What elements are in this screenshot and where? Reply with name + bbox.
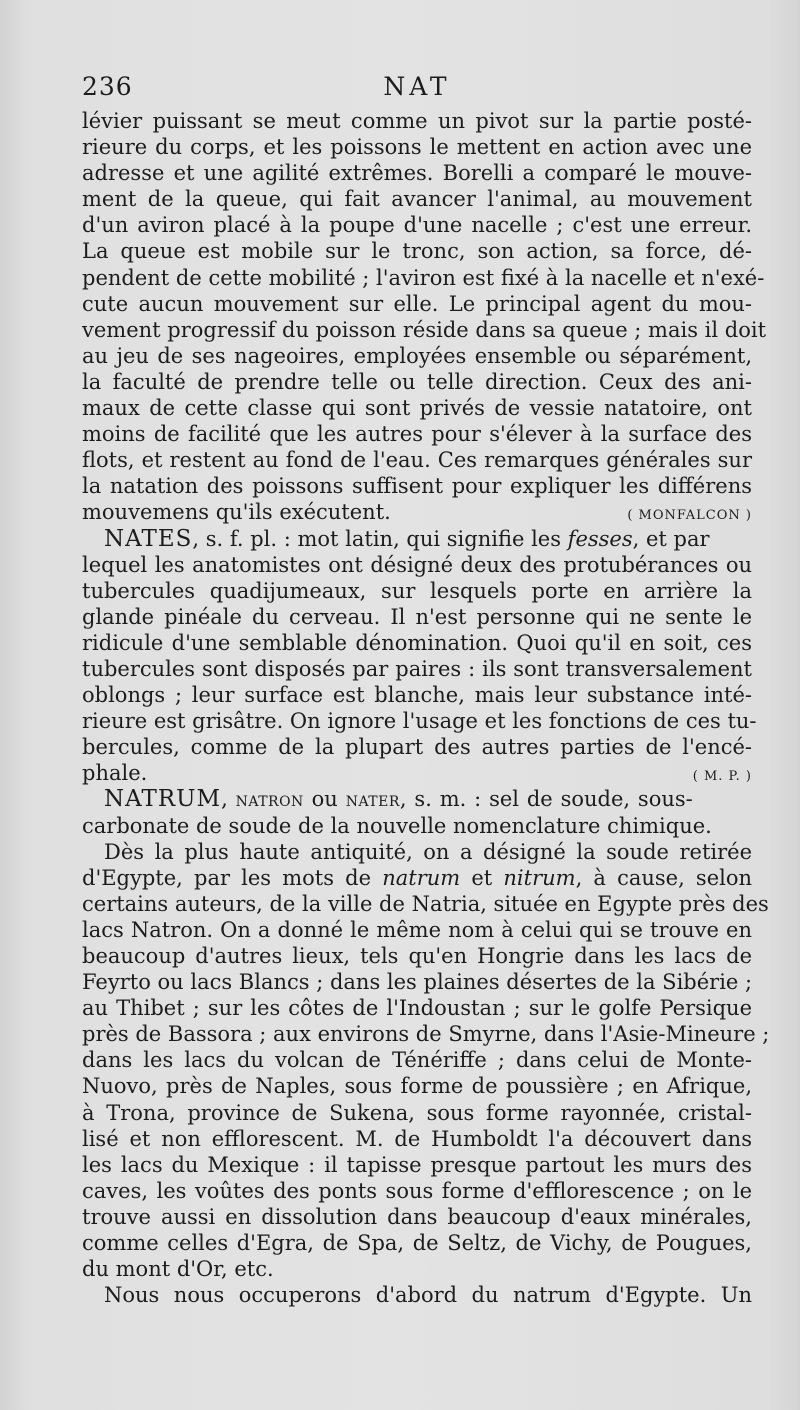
text-segment: , à cause, selon bbox=[575, 865, 753, 890]
text-line: dans les lacs du volcan de Ténériffe ; dans celui de Monte- bbox=[82, 1048, 752, 1073]
text-line: La queue est mobile sur le tronc, son action, sa force, dé- bbox=[82, 239, 752, 264]
text-line: moins de facilité que les autres pour s'élever à la surface des bbox=[82, 422, 752, 447]
text-segment: et bbox=[460, 865, 504, 890]
text-line: la natation des poissons suffisent pour expliquer les différens bbox=[82, 474, 752, 499]
text-line: rieure est grisâtre. On ignore l'usage et les fonctions de ces tu- bbox=[82, 709, 757, 734]
text-line: la faculté de prendre telle ou telle direction. Ceux des ani- bbox=[82, 369, 752, 394]
text-line: Nous nous occuperons d'abord du natrum d'Egypte. Un bbox=[104, 1283, 752, 1308]
text-line: certains auteurs, de la ville de Natria, située en Egypte près des bbox=[82, 891, 769, 916]
text-line: vement progressif du poisson réside dans sa queue ; mais il doit bbox=[82, 317, 767, 342]
author-signature: ( M. P. ) bbox=[692, 769, 752, 785]
entry-definition-start: , s. m. : sel de soude, sous- bbox=[399, 787, 693, 812]
text-line: trouve aussi en dissolution dans beaucoup d'eaux minérales, bbox=[82, 1204, 752, 1229]
text-line: au jeu de ses nageoires, employées ensemble ou séparément, bbox=[82, 343, 752, 368]
text-line: tubercules quadijumeaux, sur lesquels porte en arrière la bbox=[82, 578, 752, 603]
text-line: flots, et restent au fond de l'eau. Ces remarques générales sur bbox=[82, 448, 752, 473]
text-line: glande pinéale du cerveau. Il n'est personne qui ne sente le bbox=[82, 604, 752, 629]
text-line-content: phale. bbox=[82, 761, 148, 786]
text-line: les lacs du Mexique : il tapisse presque partout les murs des bbox=[82, 1152, 752, 1177]
text-line: pendent de cette mobilité ; l'aviron est fixé à la nacelle et n'exé- bbox=[82, 265, 765, 290]
text-line: Dès la plus haute antiquité, on a désigné la soude retirée bbox=[104, 839, 752, 864]
entry-nates-first-line bbox=[82, 526, 752, 552]
text-line: adresse et une agilité extrêmes. Borelli a comparé le mouve- bbox=[82, 161, 752, 186]
entry-definition-cont: , et par bbox=[632, 526, 710, 551]
text-line: tubercules sont disposés par paires : ils sont transversalement bbox=[82, 656, 752, 681]
text-line-with-signature bbox=[82, 499, 752, 525]
small-caps-term: NATER bbox=[345, 794, 400, 811]
conjunction: ou bbox=[303, 787, 346, 812]
text-line: au Thibet ; sur les côtes de l'Indoustan ; sur le golfe Persique bbox=[82, 996, 752, 1021]
italic-term: nitrum bbox=[503, 865, 576, 890]
text-line: à Trona, province de Sukena, sous forme rayonnée, cristal- bbox=[82, 1100, 752, 1125]
entry-headword: NATRUM bbox=[104, 786, 222, 813]
text-line: ment de la queue, qui fait avancer l'animal, au mouvement bbox=[82, 187, 752, 212]
text-line: d'un aviron placé à la poupe d'une nacelle ; c'est une erreur. bbox=[82, 213, 752, 238]
text-line: beaucoup d'autres lieux, tels qu'en Hongrie dans les lacs de bbox=[82, 944, 752, 968]
text-line: comme celles d'Egra, de Spa, de Seltz, de Vichy, de Pougues, bbox=[82, 1231, 752, 1256]
text-line: rieure du corps, et les poissons le mettent en action avec une bbox=[82, 135, 752, 160]
text-line: oblongs ; leur surface est blanche, mais leur substance inté- bbox=[82, 683, 752, 708]
text-line: lisé et non efflorescent. M. de Humboldt l'a découvert dans bbox=[82, 1126, 752, 1151]
text-line-mixed bbox=[82, 865, 752, 891]
text-line: cute aucun mouvement sur elle. Le principal agent du mou- bbox=[82, 291, 752, 316]
text-line: lequel les anatomistes ont désigné deux des protubérances ou bbox=[82, 552, 752, 577]
page-number: 236 bbox=[82, 72, 133, 101]
italic-term: natrum bbox=[382, 865, 461, 890]
text-line: lacs Natron. On a donné le même nom à celui qui se trouve en bbox=[82, 917, 752, 942]
text-line-with-signature bbox=[82, 760, 752, 786]
text-line: bercules, comme de la plupart des autres parties de l'encé- bbox=[82, 735, 752, 760]
text-line: maux de cette classe qui sont privés de vessie natatoire, ont bbox=[82, 396, 752, 421]
author-signature: ( MONFALCON ) bbox=[627, 508, 752, 524]
entry-definition-start: , s. f. pl. : mot latin, qui signifie les bbox=[192, 526, 568, 551]
entry-natrum-first-line: NATRUM, NATRON ou NATER, s. m. : sel de soude, sous- bbox=[104, 786, 693, 813]
text-line: caves, les voûtes des ponts sous forme d'efflorescence ; on le bbox=[82, 1178, 752, 1203]
text-line: du mont d'Or, etc. bbox=[82, 1257, 274, 1282]
page-header bbox=[82, 72, 752, 108]
text-line: carbonate de soude de la nouvelle nomenclature chimique. bbox=[82, 813, 712, 838]
text-segment: d'Egypte, par les mots de bbox=[82, 865, 383, 890]
entry-headword: NATES bbox=[104, 525, 193, 552]
page-body bbox=[82, 108, 770, 1308]
text-line: Nuovo, près de Naples, sous forme de poussière ; en Afrique, bbox=[82, 1074, 752, 1099]
text-line-content: mouvemens qu'ils exécutent. bbox=[82, 500, 391, 525]
text-line: ridicule d'une semblable dénomination. Quoi qu'il en soit, ces bbox=[82, 630, 752, 655]
small-caps-term: NATRON bbox=[235, 794, 304, 811]
text-line: lévier puissant se meut comme un pivot sur la partie posté- bbox=[82, 109, 752, 133]
italic-term: fesses bbox=[567, 526, 633, 551]
text-line: Feyrto ou lacs Blancs ; dans les plaines désertes de la Sibérie ; bbox=[82, 970, 753, 995]
running-head: NAT bbox=[383, 72, 451, 101]
text-line: près de Bassora ; aux environs de Smyrne, dans l'Asie-Mineure ; bbox=[82, 1022, 770, 1047]
